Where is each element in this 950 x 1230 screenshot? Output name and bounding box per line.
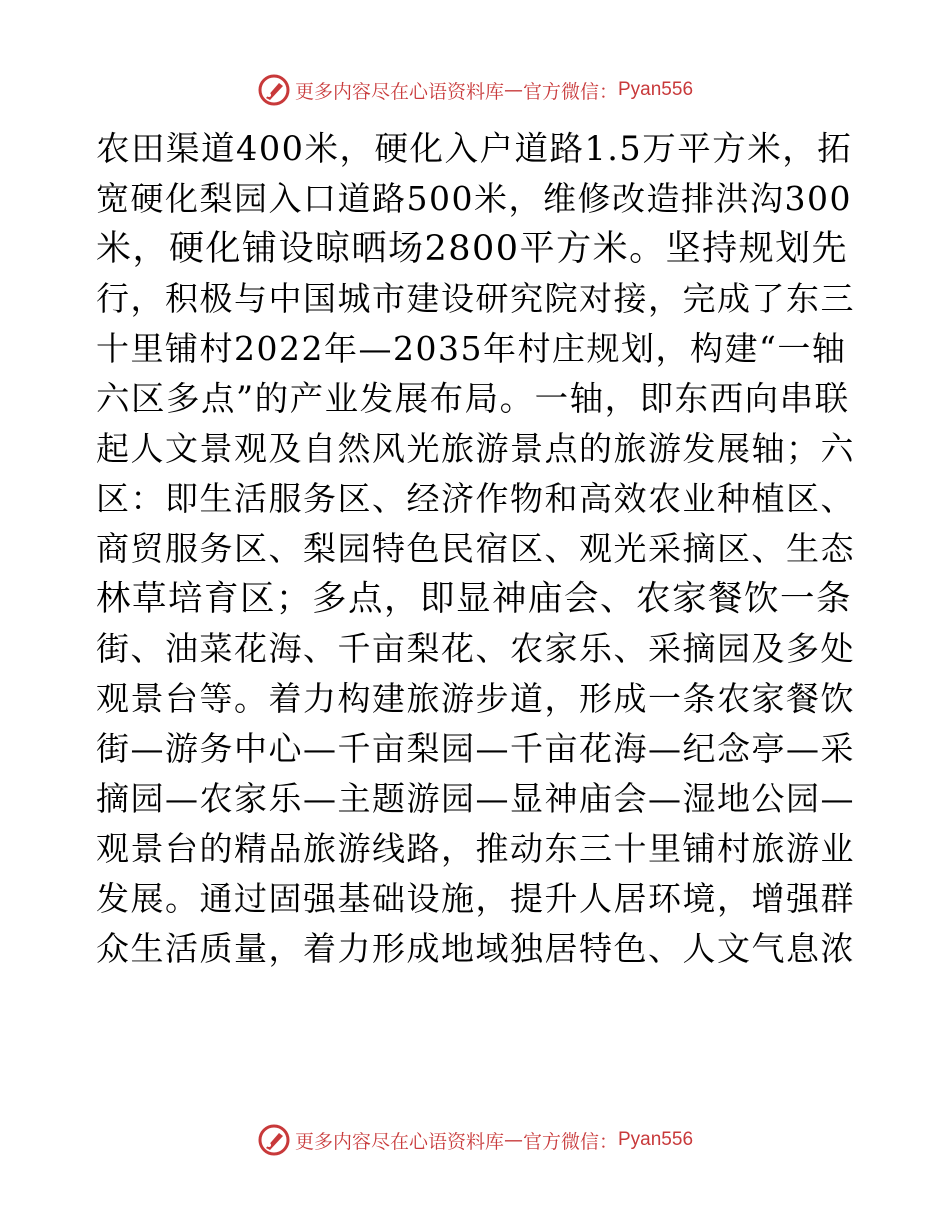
body-text-line: 摘园—农家乐—主题游园—显神庙会—湿地公园— <box>96 779 855 818</box>
body-text-line: 街—游务中心—千亩梨园—千亩花海—纪念亭—采 <box>96 729 855 768</box>
body-text-line: 农田渠道400米，硬化入户道路1.5万平方米，拓 <box>96 129 853 168</box>
body-text-line: 区：即生活服务区、经济作物和高效农业种植区、 <box>96 479 855 518</box>
body-text-line: 众生活质量，着力形成地域独居特色、人文气息浓 <box>96 929 855 968</box>
watermark-contact-label: 官方微信： <box>522 80 618 103</box>
body-text-line: 行，积极与中国城市建设研究院对接，完成了东三 <box>96 279 855 318</box>
pen-circle-logo-icon <box>257 73 291 107</box>
body-text-line: 商贸服务区、梨园特色民宿区、观光采摘区、生态 <box>96 529 855 568</box>
body-text-line: 林草培育区；多点，即显神庙会、农家餐饮一条 <box>96 579 852 619</box>
watermark-handle: Pyan556 <box>618 1129 694 1150</box>
pen-circle-logo-icon <box>257 1123 291 1157</box>
body-text-line: 观景台的精品旅游线路，推动东三十里铺村旅游业 <box>96 829 855 868</box>
body-text-line: 宽硬化梨园入口道路500米，维修改造排洪沟300 <box>96 179 852 218</box>
watermark-separator: — <box>503 79 523 101</box>
watermark-separator: — <box>503 1129 523 1151</box>
footer-watermark <box>0 1120 950 1160</box>
document-body <box>96 124 856 974</box>
watermark-text: 更多内容尽在心语资料库 <box>294 1130 504 1153</box>
body-text-line: 发展。通过固强基础设施，提升人居环境，增强群 <box>96 879 855 918</box>
body-text-line: 起人文景观及自然风光旅游景点的旅游发展轴；六 <box>96 429 855 468</box>
body-text-line: 六区多点”的产业发展布局。一轴，即东西向串联 <box>96 379 850 418</box>
header-watermark <box>0 70 950 110</box>
watermark-contact-label: 官方微信： <box>522 1130 618 1153</box>
body-text-line: 观景台等。着力构建旅游步道，形成一条农家餐饮 <box>96 679 855 718</box>
watermark-handle: Pyan556 <box>618 79 694 100</box>
watermark-text: 更多内容尽在心语资料库 <box>294 80 504 103</box>
body-text-line: 米，硬化铺设晾晒场2800平方米。坚持规划先 <box>96 229 849 269</box>
body-text-line: 街、油菜花海、千亩梨花、农家乐、采摘园及多处 <box>96 629 855 668</box>
body-text-line: 十里铺村2022年—2035年村庄规划，构建“一轴 <box>96 329 847 368</box>
